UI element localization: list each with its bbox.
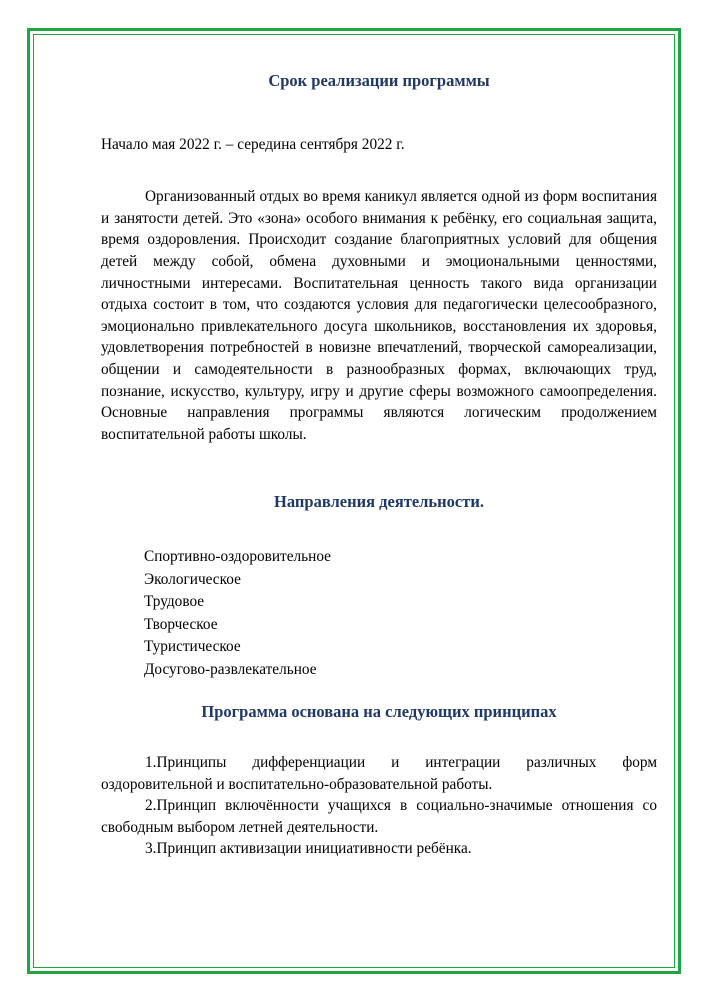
section-title-principles: Программа основана на следующих принципах: [201, 702, 557, 722]
section-title-directions: Направления деятельности.: [274, 492, 484, 512]
direction-item: Спортивно-оздоровительное: [144, 547, 331, 565]
principle-item: 2.Принцип включённости учащихся в социально-значимые отношения со свободным выбором летней деятельности.: [101, 797, 657, 836]
direction-item: Экологическое: [144, 570, 241, 588]
direction-item: Туристическое: [144, 638, 241, 656]
principle-item: 1.Принципы дифференциации и интеграции различных форм оздоровительной и воспитательно-образовательной работы.: [101, 754, 657, 793]
direction-item: Творческое: [144, 615, 218, 633]
directions-list: [101, 546, 657, 682]
section-title-duration: Срок реализации программы: [268, 71, 490, 90]
principle-item: 3.Принцип активизации инициативности ребёнка.: [145, 840, 472, 858]
direction-item: Досугово-развлекательное: [144, 660, 317, 678]
intro-paragraph: Организованный отдых во время каникул является одной из форм воспитания и занятости детей. Это «зона» особого внимания к ребёнку, его социальная защита, время оздоровления. Происходит создание благоприятных условий для общения детей между собой, обмена духовными и эмоциональными ценностями, личностными интересами. Воспитательная ценность такого вида организации отдыха состоит в том, что создаются условия для педагогически целесообразного, эмоционально привлекательного досуга школьников, восстановления их здоровья, удовлетворения потребностей в новизне впечатлений, творческой самореализации, общении и самодеятельности в разнообразных формах, включающих труд, познание, искусство, культуру, игру и другие сферы возможного самоопределения. Основные направления программы являются логическим продолжением воспитательной работы школы.: [101, 188, 657, 443]
program-dates: Начало мая 2022 г. – середина сентября 2022 г.: [101, 135, 405, 153]
document-body: [101, 60, 657, 860]
principles-list: [101, 752, 657, 860]
direction-item: Трудовое: [144, 593, 205, 611]
